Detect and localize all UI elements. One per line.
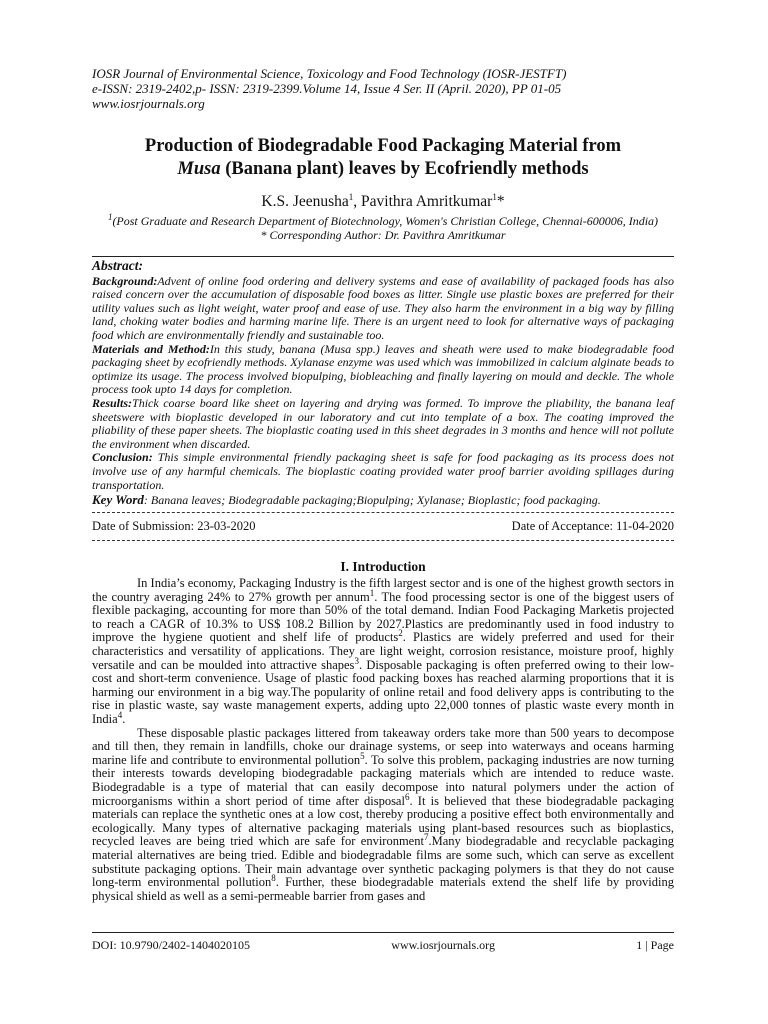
text-run: . To solve this problem, packaging industries are now turning their interests towards developing biodegradable packaging materials which are intended to reduce waste. Biodegradable is a type of material that can easily decompose into natural polymers under the action of microorganisms within a short period of time after disposal [92,752,674,808]
methods-text: In this study, banana (Musa spp.) leaves and sheath were used to make biodegradable food packaging sheet by ecofriendly methods. Xylanase enzyme was used which was immobilized in calcium alginate beads to optimize its usage. The process involved biopulping, biobleaching and finally layering on mould and deckle. The whole process took upto 14 days for completion. [92,341,674,397]
text-run: . Plastics are widely preferred and used for their characteristics and versatility of applications. They are light weight, corrosion resistance, moisture proof, highly versatile and can be moulded into attractive shapes [92,630,674,672]
author-2-affil: 1 [492,191,497,202]
citation: 6 [404,791,410,802]
paper-title [92,135,674,181]
submission-date: Date of Submission: 23-03-2020 [92,519,256,534]
abstract-heading: Abstract: [92,258,144,273]
abstract-conclusion [92,451,674,492]
text-run: . It is believed that these biodegradable packaging materials can replace the synthetic ones at a low cost, thereby producing a positive effect both environmentally and ecologically. Many types of alternative packaging materials using plant-based resources such as bioplastics, recycled leaves are being tried which are safe for environment [92,793,674,849]
page-footer [92,932,674,953]
affiliation [92,214,674,228]
author-1: K.S. Jeenusha [261,193,349,210]
keywords [92,493,674,507]
abstract-top-rule [92,256,674,257]
text-run: In India’s economy, Packaging Industry is the fifth largest sector and is one of the highest growth sectors in the country averaging 24% to 27% growth per annum [92,576,674,604]
citation: 8 [271,873,276,883]
author-1-affil: 1 [348,191,354,202]
results-text: Thick coarse board like sheet on layering and drying was formed. To improve the pliability, the banana leaf sheetswere with bioplastic developed in our laboratory and cut into template of a box. The coating improved the pliability of these paper sheets. The bioplastic coating used in this sheet degrades in 3 months and hence will not pollute the environment when discarded. [92,395,674,451]
citation: 1 [369,587,375,598]
text-run: . Further, these biodegradable materials extend the shelf life by providing physical shield as well as a semi-permeable barrier from gases and [92,875,675,903]
citation: 5 [360,750,365,761]
title-line-2: (Banana plant) leaves by Ecofriendly methods [220,159,589,179]
dates-row [92,513,674,540]
journal-url[interactable]: www.iosrjournals.org [92,96,205,111]
background-label: Background: [92,273,158,288]
conclusion-text: This simple environmental friendly packaging sheet is safe for food packaging as its process does not involve use of any harmful chemicals. The bioplastic coating provided water proof barrier avoiding spillages during transportation. [92,450,674,492]
section-heading: I. Introduction [340,559,426,575]
affiliation-text: (Post Graduate and Research Department of Biotechnology, Women's Christian College, Chennai-600006, India) [112,214,659,228]
intro-paragraph-1 [92,577,674,727]
paper-page [92,66,674,903]
keywords-text: : Banana leaves; Biodegradable packaging;Biopulping; Xylanase; Bioplastic; food packaging. [143,493,601,508]
footer-site[interactable]: www.iosrjournals.org [391,938,495,952]
title-italic-genus: Musa [177,159,221,179]
citation: 4 [117,709,123,720]
footer-page-number: 1 | Page [636,938,674,952]
keywords-label: Key Word [92,492,144,508]
corresponding-author: * Corresponding Author: Dr. Pavithra Amritkumar [260,228,506,242]
text-run: . [122,712,126,727]
abstract [92,259,674,492]
introduction-body [92,577,674,903]
author-2: Pavithra Amritkumar [361,193,493,210]
journal-name: IOSR Journal of Environmental Science, Toxicology and Food Technology (IOSR-JESTFT) [92,66,567,81]
author-separator: , [353,193,362,210]
dates-bottom-divider [92,540,674,541]
background-text: Advent of online food ordering and delivery systems and ease of availability of packaged foods has also raised concern over the accumulation of disposable food boxes as litter. Single use plastic boxes are preferred for their utility values such as light weight, water proof and ease of use. They also harm the environment in a big way by filling land, choking water bodies and harming marine life. There is an urgent need to look for alternative ways of packaging food which are environmentally friendly and sustainable too. [92,273,674,342]
journal-header [92,66,674,111]
abstract-methods [92,343,674,397]
conclusion-label: Conclusion: [92,450,153,465]
corresponding-mark: * [496,193,505,210]
methods-label: Materials and Method: [92,341,210,356]
citation: 7 [423,832,429,843]
author-list [92,193,674,211]
text-run: . The food processing sector is one of the biggest users of flexible packaging, accounting for more than 50% of the total demand. Indian Food Packaging Marketis projected to reach a CAGR of 10.3% to US$ 108.2 Billion by 2027.Plastics are predominantly used in food industry to improve the hygiene quotient and shelf life of products [92,589,674,645]
citation: 2 [398,628,403,639]
text-run: .Many biodegradable and recyclable packaging material alternatives are being tried. Edible and biodegradable films are some such, which can serve as excellent substitute packaging options. Their main advantage over synthetic packaging polymers is that they do not cause long-term environmental pollution [92,834,674,890]
abstract-background [92,275,674,343]
journal-issn: e-ISSN: 2319-2402,p- ISSN: 2319-2399.Volume 14, Issue 4 Ser. II (April. 2020), PP 01-05 [92,81,562,96]
text-run: . Disposable packaging is often preferred owing to their low-cost and short-term convenience. Usage of plastic food packing boxes has reached alarming proportions that it is harming our environment in a big way.The popularity of online retail and food delivery apps is contributing to the rise in plastic waste, say waste management experts, adding upto 22,000 tonnes of plastic waste every month in India [92,657,675,727]
title-line-1: Production of Biodegradable Food Packaging Material from [144,136,622,156]
text-run: These disposable plastic packages littered from takeaway orders take more than 500 years to decompose and till then, they remain in landfills, choke our drainage systems, or seep into waterways and oceans harming marine life and contribute to environmental pollution [92,725,674,767]
citation: 3 [354,655,359,666]
abstract-results [92,397,674,451]
affiliation-number: 1 [107,212,113,222]
results-label: Results: [92,395,133,410]
intro-paragraph-2 [92,727,674,904]
footer-doi[interactable]: DOI: 10.9790/2402-1404020105 [92,938,250,952]
acceptance-date: Date of Acceptance: 11-04-2020 [511,519,674,534]
